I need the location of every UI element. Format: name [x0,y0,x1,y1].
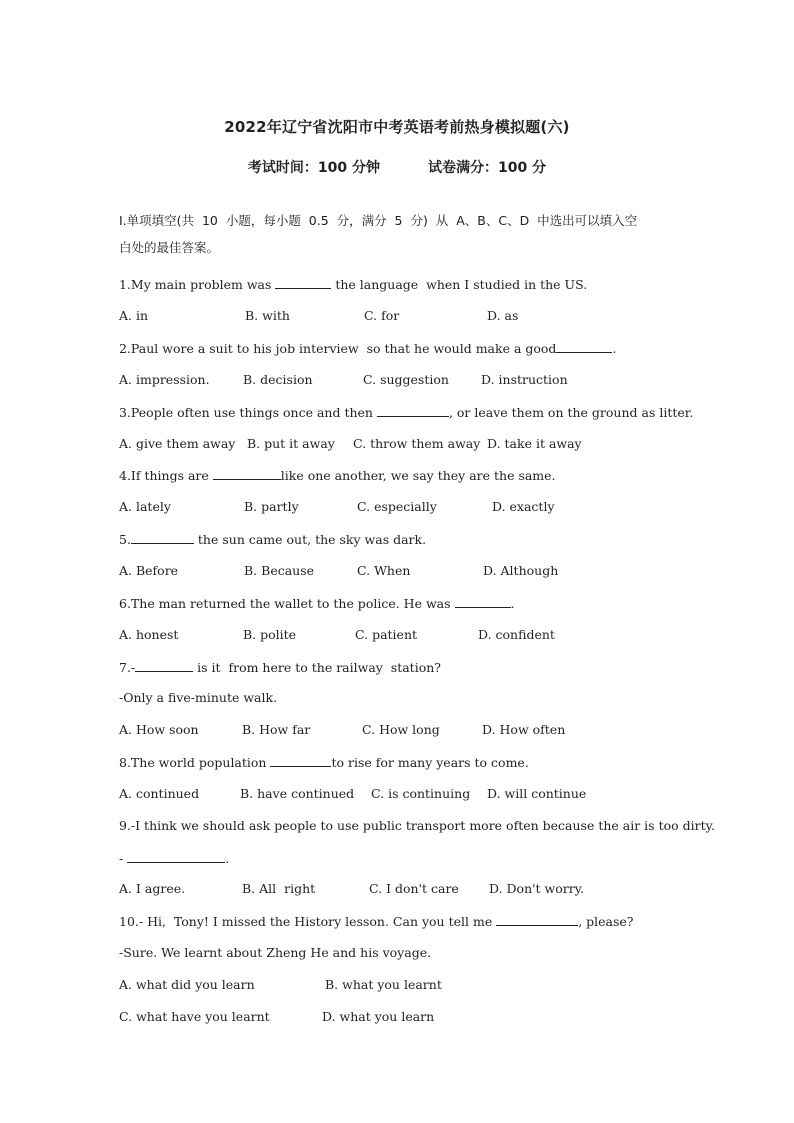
section-instruction-line-2: 白处的最佳答案。 [119,240,220,255]
answer-blank [496,913,578,926]
option-a: A. I agree. [119,881,186,896]
section-instruction-line-1: I.单项填空(共 10 小题，每小题 0.5 分，满分 5 分) 从 A、B、C、D 中选出可以填入空 [119,213,638,228]
full-score: 试卷满分：100 分 [428,160,547,176]
option-d: D. take it away [487,436,582,451]
option-d: D. instruction [481,372,568,387]
option-d: D. what you learn [322,1009,435,1024]
option-c: C. I don't care [369,881,459,896]
answer-blank [377,404,449,417]
option-a: A. give them away [119,436,236,451]
question-9-reply: - . [119,851,230,866]
answer-blank [131,531,194,544]
option-b: B. polite [243,627,297,642]
option-b: B. How far [242,722,311,737]
exam-time: 考试时间：100 分钟 [247,160,380,176]
option-a: A. honest [119,627,179,642]
question-7: 7.- is it from here to the railway station? [119,660,441,675]
option-b: B. put it away [247,436,335,451]
question-9: 9.-I think we should ask people to use public transport more often because the air is too dirty. [119,818,715,833]
option-b: B. what you learnt [325,977,442,992]
option-a: A. in [119,308,149,323]
question-2: 2.Paul wore a suit to his job interview so that he would make a good . [119,341,617,356]
option-a: A. what did you learn [119,977,255,992]
option-c: C. suggestion [363,372,449,387]
option-b: B. have continued [240,786,355,801]
option-b: B. decision [243,372,313,387]
option-c: C. patient [355,627,418,642]
answer-blank [270,754,331,767]
option-b: B. Because [244,563,315,578]
question-3: 3.People often use things once and then , or leave them on the ground as litter. [119,405,694,420]
exam-info [0,157,794,177]
option-c: C. throw them away [353,436,481,451]
option-b: B. with [245,308,290,323]
option-d: D. Don't worry. [489,881,585,896]
page-title: 2022年辽宁省沈阳市中考英语考前热身模拟题(六) [224,118,570,136]
answer-blank [127,850,225,863]
question-8: 8.The world population to rise for many years to come. [119,755,529,770]
answer-blank [556,340,612,353]
question-5: 5. the sun came out, the sky was dark. [119,532,427,547]
option-d: D. as [487,308,519,323]
option-c: C. especially [357,499,437,514]
option-b: B. partly [244,499,299,514]
option-b: B. All right [242,881,316,896]
option-d: D. will continue [487,786,587,801]
answer-blank [455,595,511,608]
question-10: 10.- Hi, Tony! I missed the History lesson. Can you tell me , please? [119,914,634,929]
question-6: 6.The man returned the wallet to the police. He was . [119,596,515,611]
option-d: D. exactly [492,499,555,514]
question-7-reply: -Only a five-minute walk. [119,690,278,705]
question-1: 1.My main problem was the language when I studied in the US. [119,277,588,292]
option-d: D. confident [478,627,555,642]
answer-blank [275,276,331,289]
option-a: A. impression. [119,372,210,387]
option-c: C. is continuing [371,786,471,801]
option-a: A. How soon [119,722,199,737]
option-a: A. continued [119,786,200,801]
question-4: 4.If things are like one another, we say they are the same. [119,468,556,483]
option-c: C. what have you learnt [119,1009,270,1024]
answer-blank [135,659,193,672]
answer-blank [213,467,281,480]
option-d: D. How often [482,722,566,737]
option-c: C. How long [362,722,440,737]
option-c: C. for [364,308,400,323]
option-a: A. lately [119,499,171,514]
option-a: A. Before [119,563,179,578]
question-10-reply: -Sure. We learnt about Zheng He and his voyage. [119,945,432,960]
option-d: D. Although [483,563,559,578]
option-c: C. When [357,563,411,578]
